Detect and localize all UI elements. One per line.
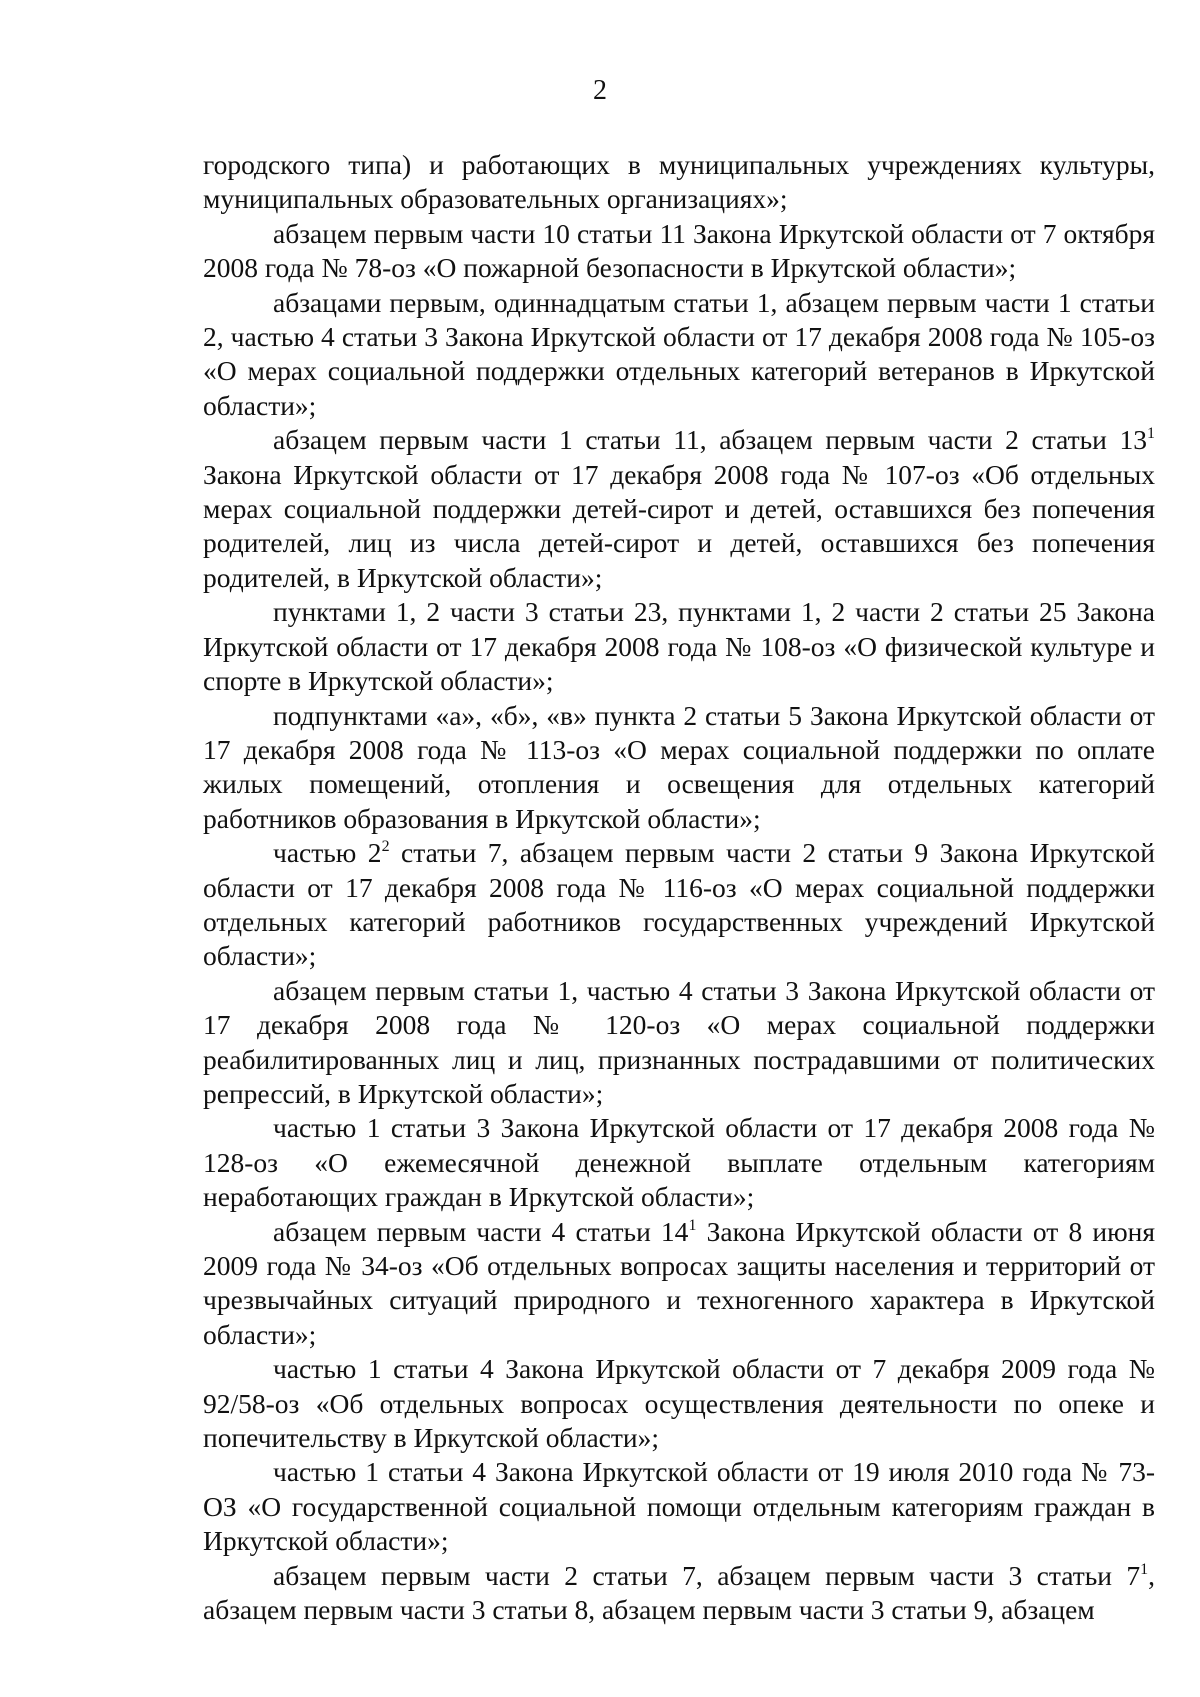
superscript-index: 1 — [1140, 1560, 1149, 1578]
superscript-index: 1 — [1147, 425, 1155, 443]
paragraph-text: подпунктами «а», «б», «в» пункта 2 статьи 5 Закона Иркутской области от 17 декабря 2008 года № 113-оз «О мерах социальной поддержки по оплате жилых помещений, отопления и освещения для отдельных категорий работников образования в Иркутской области»; — [203, 699, 1155, 834]
paragraph — [203, 1352, 1155, 1455]
paragraph-text: , абзацем первым части 3 статьи 8, абзацем первым части 3 статьи 9, абзацем — [203, 1559, 1155, 1626]
document-body — [203, 148, 1155, 1627]
paragraph — [203, 423, 1155, 595]
paragraph-text: Закона Иркутской области от 8 июня 2009 года № 34-оз «Об отдельных вопросах защиты населения и территорий от чрезвычайных ситуаций природного и техногенного характера в Иркутской области»; — [203, 1215, 1155, 1350]
paragraph — [203, 699, 1155, 837]
paragraph-text: Закона Иркутской области от 17 декабря 2008 года № 107-оз «Об отдельных мерах социальной поддержки детей-сирот и детей, оставшихся без попечения родителей, лиц из числа детей-сирот и детей, оставшихся без попечения родителей, в Иркутской области»; — [203, 458, 1155, 593]
paragraph-text: пунктами 1, 2 части 3 статьи 23, пунктами 1, 2 части 2 статьи 25 Закона Иркутской области от 17 декабря 2008 года № 108-оз «О физической культуре и спорте в Иркутской области»; — [203, 596, 1155, 697]
paragraph — [203, 148, 1155, 217]
superscript-index: 2 — [381, 838, 390, 856]
paragraph-text: частью 2 — [273, 837, 382, 869]
paragraph-text: статьи 7, абзацем первым части 2 статьи 9 Закона Иркутской области от 17 декабря 2008 года № 116-оз «О мерах социальной поддержки отдельных категорий работников государственных учреждений Иркутской области»; — [203, 837, 1155, 972]
paragraph-text: частью 1 статьи 3 Закона Иркутской области от 17 декабря 2008 года № 128-оз «О ежемесячной денежной выплате отдельным категориям неработающих граждан в Иркутской области»; — [203, 1112, 1155, 1213]
paragraph — [203, 595, 1155, 698]
paragraph-text: абзацем первым статьи 1, частью 4 статьи 3 Закона Иркутской области от 17 декабря 2008 года № 120-оз «О мерах социальной поддержки реабилитированных лиц и лиц, признанных пострадавшими от политических репрессий, в Иркутской области»; — [203, 974, 1155, 1109]
paragraph-text: абзацем первым части 4 статьи 14 — [273, 1215, 689, 1247]
paragraph-text: частью 1 статьи 4 Закона Иркутской области от 7 декабря 2009 года № 92/58-оз «Об отдельных вопросах осуществления деятельности по опеке и попечительству в Иркутской области»; — [203, 1353, 1155, 1454]
paragraph — [203, 217, 1155, 286]
paragraph — [203, 286, 1155, 424]
paragraph — [203, 1455, 1155, 1558]
paragraph — [203, 1215, 1155, 1353]
paragraph-text: абзацем первым части 1 статьи 11, абзацем первым части 2 статьи 13 — [273, 424, 1147, 456]
paragraph-text: абзацем первым части 2 статьи 7, абзацем первым части 3 статьи 7 — [273, 1559, 1141, 1591]
paragraph — [203, 1111, 1155, 1214]
paragraph-text: частью 1 статьи 4 Закона Иркутской области от 19 июля 2010 года № 73-ОЗ «О государственной социальной помощи отдельным категориям граждан в Иркутской области»; — [203, 1456, 1155, 1557]
page-number: 2 — [593, 75, 607, 106]
paragraph-text: городского типа) и работающих в муниципальных учреждениях культуры, муниципальных образовательных организациях»; — [203, 149, 1155, 215]
paragraph — [203, 1559, 1155, 1628]
superscript-index: 1 — [688, 1216, 697, 1234]
paragraph-text: абзацем первым части 10 статьи 11 Закона Иркутской области от 7 октября 2008 года № 78-оз «О пожарной безопасности в Иркутской области»; — [203, 217, 1155, 284]
paragraph — [203, 836, 1155, 974]
paragraph — [203, 974, 1155, 1112]
paragraph-text: абзацами первым, одиннадцатым статьи 1, абзацем первым части 1 статьи 2, частью 4 статьи 3 Закона Иркутской области от 17 декабря 2008 года № 105-оз «О мерах социальной поддержки отдельных категорий ветеранов в Иркутской области»; — [203, 286, 1155, 421]
